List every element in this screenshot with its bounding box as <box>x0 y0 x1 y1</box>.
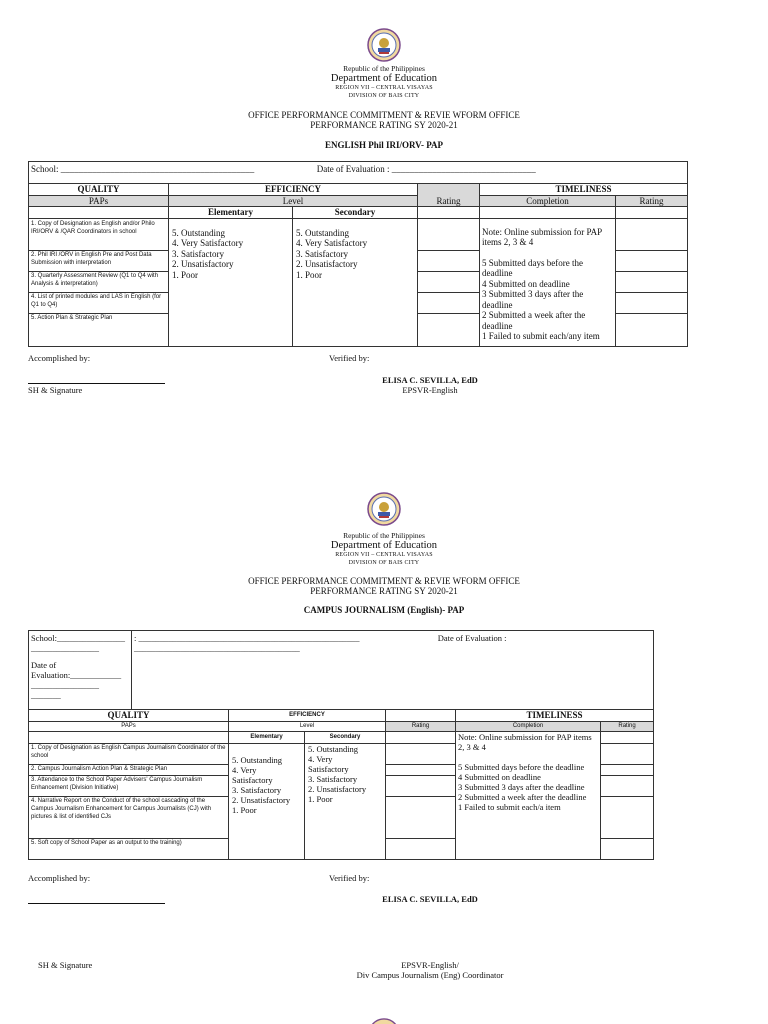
form2-pap-item-1: 1. Copy of Designation as English Campus Journalism Coordinator of the school <box>29 743 229 764</box>
form2-timeliness-rating-4[interactable] <box>601 796 654 838</box>
scale-item: 3. Satisfactory <box>172 248 224 259</box>
form2-verifier-title2: Div Campus Journalism (Eng) Coordinator <box>356 970 504 980</box>
form2-elementary-scale <box>229 743 305 859</box>
scale-item: 2. Unsatisfactory <box>232 794 291 805</box>
form-title-line1: OFFICE PERFORMANCE COMMITMENT & REVIE WFORM OFFICE <box>248 110 520 120</box>
deped-seal-icon <box>367 28 401 62</box>
form2-rating-input-2[interactable] <box>386 764 456 775</box>
scale-item: 5. Outstanding <box>172 227 225 238</box>
form2-accomplished-by: Accomplished by: <box>28 873 91 883</box>
form1-pap-item-5: 5. Action Plan & Strategic Plan <box>29 313 169 346</box>
form1-pap-item-1: 1. Copy of Designation as English and/or Philo IRI/ORV & /QAR Coordinators in school <box>29 218 169 250</box>
form2-empty-cell <box>29 731 229 743</box>
form2-date-left-field[interactable]: Evaluation:____________ <box>31 670 122 680</box>
scale-item: 1. Poor <box>308 793 333 804</box>
region-text: REGION VII – CENTRAL VISAYAS <box>335 85 433 91</box>
form-title-line2: PERFORMANCE RATING SY 2020-21 <box>310 120 458 130</box>
form2-rating2-heading: Rating <box>601 721 654 731</box>
form1-empty-cell <box>418 207 480 219</box>
form2-colon-line[interactable]: : ____________________________________________________ <box>134 633 360 643</box>
form1-timeliness-rating-3[interactable] <box>616 271 688 292</box>
form2-rating-input-1[interactable] <box>386 743 456 764</box>
form1-table <box>28 161 688 347</box>
form1-completion-heading: Completion <box>480 195 616 207</box>
form2-empty-cell <box>601 731 654 743</box>
form1-rating-input-2[interactable] <box>418 250 480 271</box>
form2-date-left-label: Date of <box>31 660 57 670</box>
department-text: Department of Education <box>330 73 438 84</box>
form2-date-left-cont2[interactable]: _______ <box>31 690 61 700</box>
scale-item: Satisfactory <box>232 774 273 785</box>
form2-empty-cell <box>386 731 456 743</box>
scale-item: 4. Very <box>308 753 333 764</box>
form1-empty-cell <box>480 207 616 219</box>
scale-item: 4. Very Satisfactory <box>172 238 244 248</box>
form2-date-field[interactable]: Date of Evaluation : _______________________________________ <box>134 633 507 653</box>
form-title-line1: OFFICE PERFORMANCE COMMITMENT & REVIE WFORM OFFICE <box>248 576 520 586</box>
timeliness-note: 3 Submitted 3 days after the deadline <box>482 289 584 310</box>
form2-empty-cell <box>386 710 456 722</box>
form1-rating2-heading: Rating <box>616 195 688 207</box>
form1-signature-line[interactable] <box>28 383 165 384</box>
timeliness-note: 5 Submitted days before the deadline <box>458 761 585 772</box>
form2-completion-heading: Completion <box>456 721 601 731</box>
scale-item: 3. Satisfactory <box>296 248 348 259</box>
form1-pap-item-3: 3. Quarterly Assessment Review (Q1 to Q4 with Analysis & interpretation) <box>29 271 169 292</box>
form1-efficiency-heading: EFFICIENCY <box>169 184 418 196</box>
form2-date-left-cont[interactable]: ________________ <box>31 680 99 690</box>
form1-secondary-scale <box>293 218 418 346</box>
form2-sh-signature: SH & Signature <box>38 960 93 970</box>
scale-item: 2. Unsatisfactory <box>172 259 234 269</box>
scale-item: 3. Satisfactory <box>308 773 358 784</box>
republic-text: Republic of the Philippines <box>343 531 425 540</box>
form1-school-field[interactable]: School: ___________________________________________ <box>31 164 255 174</box>
form2-rating-input-4[interactable] <box>386 796 456 838</box>
form1-rating-input-1[interactable] <box>418 218 480 250</box>
timeliness-note: 3 Submitted 3 days after the deadline <box>458 781 585 792</box>
timeliness-note: 2 Submitted a week after the deadline <box>458 791 587 802</box>
scale-item: 5. Outstanding <box>232 754 283 765</box>
form1-quality-heading: QUALITY <box>29 184 169 196</box>
form1-timeliness-rating-5[interactable] <box>616 313 688 346</box>
form2-signature-line[interactable] <box>28 903 165 904</box>
form1-verifier-title: EPSVR-English <box>402 385 458 395</box>
form2-rating-heading: Rating <box>386 721 456 731</box>
form2-school-field-cont[interactable]: ________________ <box>31 643 99 653</box>
form-title-line2: PERFORMANCE RATING SY 2020-21 <box>310 586 458 596</box>
form2-pap-item-3: 3. Attendance to the School Paper Advisers' Campus Journalism Enhancement (Division Initiative) <box>29 775 229 796</box>
form2-elementary-heading: Elementary <box>229 731 305 743</box>
form2-secondary-heading: Secondary <box>305 731 386 743</box>
form1-timeliness-rating-2[interactable] <box>616 250 688 271</box>
form2-quality-heading: QUALITY <box>29 710 229 722</box>
scale-item: 5. Outstanding <box>296 227 349 238</box>
form2-right-header-cell <box>132 631 654 710</box>
scale-item: 1. Poor <box>232 804 257 815</box>
timeliness-note: 4 Submitted on deadline <box>482 278 570 289</box>
region-text: REGION VII – CENTRAL VISAYAS <box>335 552 433 558</box>
form2-verifier-title1: EPSVR-English/ <box>401 960 459 970</box>
form1-pap-item-4: 4. List of printed modules and LAS in English (for Q1 to Q4) <box>29 292 169 313</box>
scale-item: Satisfactory <box>308 763 349 774</box>
form1-rating-heading: Rating <box>436 195 461 206</box>
form1-timeliness-rating-1[interactable] <box>616 218 688 250</box>
form1-paps-heading: PAPs <box>29 195 169 207</box>
form2-timeliness-rating-1[interactable] <box>601 743 654 764</box>
form1-elementary-heading: Elementary <box>169 207 293 219</box>
form1-elementary-scale <box>169 218 293 346</box>
form1-subtitle: ENGLISH Phil IRI/ORV- PAP <box>324 140 444 150</box>
form1-rating-input-5[interactable] <box>418 313 480 346</box>
form1-empty-cell <box>616 207 688 219</box>
form1-date-field[interactable]: Date of Evaluation : ________________________________ <box>316 164 536 174</box>
scale-item: 2. Unsatisfactory <box>308 783 367 794</box>
scale-item: 4. Very Satisfactory <box>296 238 368 248</box>
form1-empty-cell <box>29 207 169 219</box>
form2-school-field[interactable]: School:________________ <box>31 633 125 643</box>
form1-timeliness-notes <box>480 218 616 346</box>
deped-seal-icon <box>367 492 401 526</box>
division-text: DIVISION OF BAIS CITY <box>348 93 420 99</box>
form2-paps-heading: PAPs <box>29 721 229 731</box>
republic-text: Republic of the Philippines <box>343 64 425 73</box>
form2-level-heading: Level <box>229 721 386 731</box>
form1-school-row <box>29 162 688 184</box>
scale-item: 5. Outstanding <box>308 743 359 754</box>
timeliness-note: 1 Failed to submit each/a item <box>458 801 561 812</box>
form1-verifier-name: ELISA C. SEVILLA, EdD <box>382 375 478 385</box>
scale-item: 3. Satisfactory <box>232 784 282 795</box>
scale-item: 2. Unsatisfactory <box>296 259 358 269</box>
form1-accomplished-by: Accomplished by: <box>28 353 91 363</box>
timeliness-note: 5 Submitted days before the deadline <box>482 257 583 278</box>
scale-item: 1. Poor <box>172 269 199 280</box>
department-text: Department of Education <box>330 540 438 551</box>
form2-timeliness-rating-2[interactable] <box>601 764 654 775</box>
timeliness-note: 1 Failed to submit each/any item <box>482 331 600 341</box>
form1-rating-input-4[interactable] <box>418 292 480 313</box>
form2-timeliness-rating-5[interactable] <box>601 838 654 859</box>
next-page-seal <box>368 1018 400 1024</box>
form2-pap-item-2: 2. Campus Journalism Action Plan & Strategic Plan <box>29 764 229 775</box>
form2-efficiency-heading: EFFICIENCY <box>229 710 386 722</box>
form1-timeliness-rating-4[interactable] <box>616 292 688 313</box>
form1-sh-signature: SH & Signature <box>28 385 83 395</box>
form1-level-heading: Level <box>169 195 418 207</box>
timeliness-note: 2 Submitted a week after the deadline <box>482 310 586 331</box>
form2-rating-input-5[interactable] <box>386 838 456 859</box>
form2-left-school-cell <box>29 631 132 710</box>
form2-pap-item-4: 4. Narrative Report on the Conduct of the school cascading of the Campus Journalism Enhancement for Campus Journalists (CJ) with pictures & list of identified CJs <box>29 796 229 838</box>
form2-pap-item-5: 5. Soft copy of School Paper as an output to the training) <box>29 838 229 859</box>
form1-pap-item-2: 2. Phil IRI /ORV in English Pre and Post Data Submission with interpretation <box>29 250 169 271</box>
scale-item: 4. Very <box>232 764 257 775</box>
division-text: DIVISION OF BAIS CITY <box>348 560 420 566</box>
timeliness-note: Note: Online submission for PAP items 2, 3 & 4 <box>458 731 592 752</box>
form1-secondary-heading: Secondary <box>293 207 418 219</box>
form2-timeliness-heading: TIMELINESS <box>456 710 654 722</box>
form1-timeliness-heading: TIMELINESS <box>480 184 688 196</box>
timeliness-note: 4 Submitted on deadline <box>458 771 541 782</box>
form2-rating-input-3[interactable] <box>386 775 456 796</box>
form2-timeliness-notes <box>456 731 601 859</box>
deped-seal-icon <box>368 1018 400 1024</box>
form2-table <box>28 630 654 860</box>
form2-verified-by: Verified by: <box>329 873 370 883</box>
scale-item: 1. Poor <box>296 269 323 280</box>
form2-subtitle: CAMPUS JOURNALISM (English)- PAP <box>303 605 465 615</box>
form2-timeliness-rating-3[interactable] <box>601 775 654 796</box>
form1-rating-cell <box>418 184 480 207</box>
form2-verifier-name: ELISA C. SEVILLA, EdD <box>382 894 478 904</box>
form1-verified-by: Verified by: <box>329 353 370 363</box>
form1-rating-input-3[interactable] <box>418 271 480 292</box>
form2-secondary-scale <box>305 743 386 859</box>
timeliness-note: Note: Online submission for PAP items 2, 3 & 4 <box>482 226 602 247</box>
